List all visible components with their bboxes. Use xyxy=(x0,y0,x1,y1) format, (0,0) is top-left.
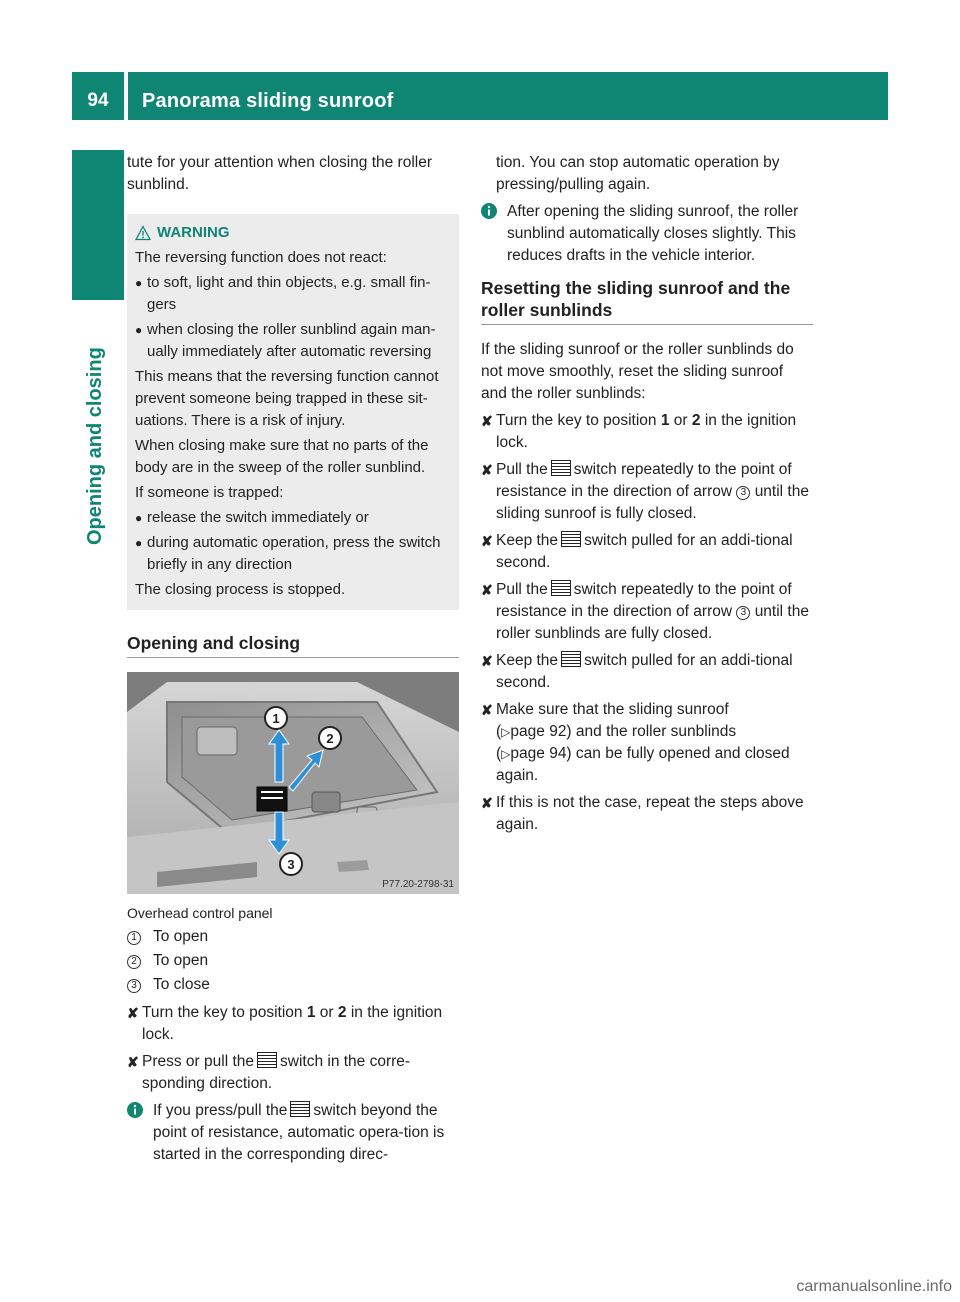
warning-paragraph: The closing process is stopped. xyxy=(135,581,346,598)
warning-bullet: ● during automatic operation, press the switch briefly in any direction xyxy=(135,532,451,576)
arrow-step-icon: ✘ xyxy=(481,702,493,718)
roller-blind-switch-icon xyxy=(551,460,571,476)
page-header xyxy=(72,72,888,120)
instruction-step: ✘ Pull the switch repeatedly to the point of resistance in the direction of arrow 3 until the roller sunblinds are fully closed. xyxy=(481,579,813,645)
roller-blind-switch-icon xyxy=(561,531,581,547)
legend-number: 1 xyxy=(127,931,141,945)
arrow-step-icon: ✘ xyxy=(481,462,493,478)
warning-lead: The reversing function does not react: xyxy=(135,249,387,266)
warning-bullet: ● when closing the roller sunblind again man-ually immediately after automatic reversing xyxy=(135,319,451,363)
instruction-step: ✘ Press or pull the switch in the corre-sponding direction. xyxy=(127,1051,459,1095)
arrow-step-icon: ✘ xyxy=(127,1054,139,1070)
legend-number: 2 xyxy=(127,955,141,969)
reset-intro: If the sliding sunroof or the roller sunblinds do not move smoothly, reset the sliding sunroof and the roller sunblinds: xyxy=(481,341,794,402)
legend-text: To open xyxy=(153,928,209,945)
legend-item xyxy=(127,974,459,996)
roller-blind-switch-icon xyxy=(290,1101,310,1117)
instruction-step: ✘ Keep the switch pulled for an addi-tional second. xyxy=(481,530,813,574)
roller-blind-switch-icon xyxy=(551,580,571,596)
warning-paragraph: If someone is trapped: xyxy=(135,484,284,501)
overhead-panel-illustration xyxy=(127,672,459,894)
figure-label-2: 2 xyxy=(326,731,334,746)
page-link[interactable]: page 94) can be fully opened and closed again. xyxy=(496,745,790,784)
page-number: 94 xyxy=(87,90,109,111)
instruction-step: ✘ Turn the key to position 1 or 2 in the ignition lock. xyxy=(127,1002,459,1046)
arrow-step-icon: ✘ xyxy=(127,1005,139,1021)
arrow-number: 3 xyxy=(736,486,750,500)
roller-blind-switch-icon xyxy=(257,1052,277,1068)
page-title: Panorama sliding sunroof xyxy=(142,90,394,112)
legend-text: To open xyxy=(153,952,209,969)
cross-reference-icon: ▷ xyxy=(501,747,511,761)
info-icon xyxy=(481,203,497,219)
arrow-step-icon: ✘ xyxy=(481,653,493,669)
instruction-step: ✘ Make sure that the sliding sunroof (▷page 92) and the roller sunblinds (▷page 94) can be fully opened and closed again. xyxy=(481,699,813,787)
arrow-step-icon: ✘ xyxy=(481,533,493,549)
legend-item xyxy=(127,950,459,972)
arrow-step-icon: ✘ xyxy=(481,795,493,811)
step-text: If this is not the case, repeat the steps above again. xyxy=(496,794,804,833)
instruction-step: ✘ Turn the key to position 1 or 2 in the ignition lock. xyxy=(481,410,813,454)
warning-triangle-icon xyxy=(135,225,151,241)
info-text: After opening the sliding sunroof, the roller sunblind automatically closes slightly. This reduces drafts in the vehicle interior. xyxy=(507,203,799,264)
intro-text: tute for your attention when closing the roller sunblind. xyxy=(127,154,433,193)
side-tab xyxy=(72,150,124,300)
page-link[interactable]: page 92) and the roller sunblinds xyxy=(510,723,737,740)
figure-caption: Overhead control panel xyxy=(127,905,273,921)
warning-paragraph: This means that the reversing function cannot prevent someone being trapped in these sit-uations. There is a risk of injury. xyxy=(135,368,439,429)
warning-bullet: ● release the switch immediately or xyxy=(135,507,451,529)
warning-heading xyxy=(135,222,451,244)
arrow-step-icon: ✘ xyxy=(481,582,493,598)
left-column xyxy=(127,152,459,1171)
overhead-panel-figure xyxy=(127,672,459,894)
warning-bullet-text: during automatic operation, press the switch briefly in any direction xyxy=(147,534,441,573)
legend-text: To close xyxy=(153,976,210,993)
legend-item xyxy=(127,926,459,948)
warning-bullet-text: to soft, light and thin objects, e.g. small fin-gers xyxy=(147,274,431,313)
info-note: If you press/pull the switch beyond the point of resistance, automatic opera-tion is started in the corresponding direc- xyxy=(127,1100,459,1166)
warning-box xyxy=(127,214,459,610)
warning-title: WARNING xyxy=(157,224,230,241)
watermark: carmanualsonline.info xyxy=(796,1278,952,1295)
right-column xyxy=(481,152,813,841)
warning-paragraph: When closing make sure that no parts of the body are in the sweep of the roller sunblind. xyxy=(135,437,429,476)
figure-reference: P77.20-2798-31 xyxy=(382,879,454,890)
section-side-label: Opening and closing xyxy=(84,347,106,545)
info-icon xyxy=(127,1102,143,1118)
warning-bullet-text: when closing the roller sunblind again man-ually immediately after automatic reversing xyxy=(147,321,436,360)
cross-reference-icon: ▷ xyxy=(501,725,511,739)
figure-label-1: 1 xyxy=(272,711,280,726)
warning-bullet: ● to soft, light and thin objects, e.g. small fin-gers xyxy=(135,272,451,316)
section-heading-opening: Opening and closing xyxy=(127,632,459,658)
instruction-step xyxy=(481,792,813,836)
legend-number: 3 xyxy=(127,979,141,993)
roller-blind-switch-icon xyxy=(561,651,581,667)
instruction-step: ✘ Pull the switch repeatedly to the point of resistance in the direction of arrow 3 until the sliding sunroof is fully closed. xyxy=(481,459,813,525)
arrow-number: 3 xyxy=(736,606,750,620)
warning-bullet-text: release the switch immediately or xyxy=(147,509,369,526)
arrow-step-icon: ✘ xyxy=(481,413,493,429)
instruction-step: ✘ Keep the switch pulled for an addi-tional second. xyxy=(481,650,813,694)
section-heading-resetting: Resetting the sliding sunroof and the roller sunblinds xyxy=(481,277,813,325)
info-note xyxy=(481,201,813,267)
continued-text: tion. You can stop automatic operation by pressing/pulling again. xyxy=(496,154,780,193)
header-divider xyxy=(124,72,128,120)
figure-label-3: 3 xyxy=(287,857,295,872)
